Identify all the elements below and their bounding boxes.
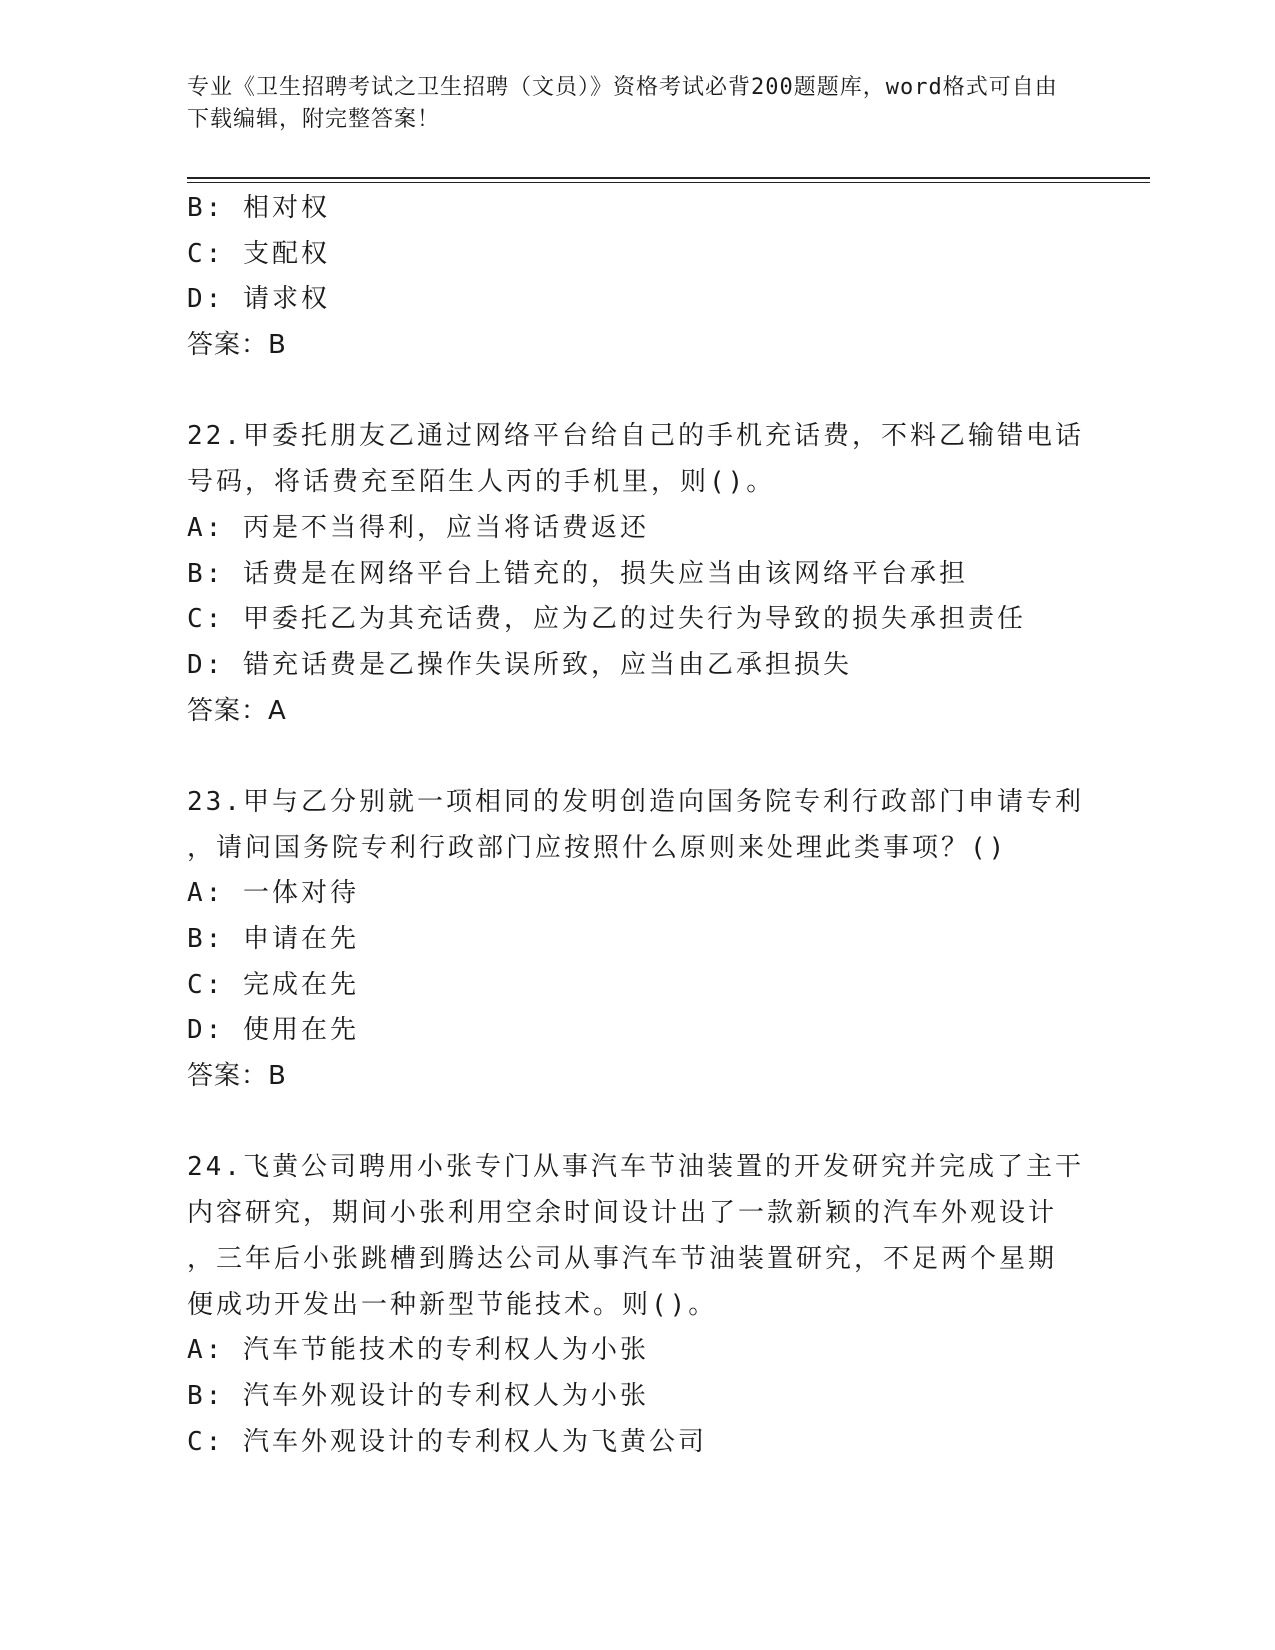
option-b: B: 话费是在网络平台上错充的，损失应当由该网络平台承担 (187, 558, 968, 589)
question-block-22 (187, 414, 1087, 734)
question-text-line: ，三年后小张跳槽到腾达公司从事汽车节油装置研究，不足两个星期 (187, 1243, 1058, 1274)
option-c: C: 支配权 (187, 238, 330, 269)
question-text-line: 23.甲与乙分别就一项相同的发明创造向国务院专利行政部门申请专利 (187, 786, 1084, 817)
question-block-23 (187, 780, 1087, 1100)
option-d: D: 错充话费是乙操作失误所致，应当由乙承担损失 (187, 649, 852, 680)
answer-line: 答案：A (187, 695, 287, 726)
option-c: C: 甲委托乙为其充话费，应为乙的过失行为导致的损失承担责任 (187, 604, 1026, 635)
question-content (187, 186, 1087, 1465)
question-block-24 (187, 1145, 1087, 1465)
header-rule-thick (187, 177, 1150, 179)
question-text-line: 内容研究，期间小张利用空余时间设计出了一款新颖的汽车外观设计 (187, 1198, 1058, 1229)
question-block-prev (187, 186, 1087, 369)
header-rule-thin (187, 182, 1150, 183)
option-a: A: 一体对待 (187, 878, 359, 909)
question-text-line: ，请问国务院专利行政部门应按照什么原则来处理此类事项？() (187, 832, 1008, 863)
document-header (187, 72, 1067, 136)
answer-line: 答案：B (187, 1061, 287, 1092)
header-title: 专业《卫生招聘考试之卫生招聘（文员）》资格考试必背200题题库，word格式可自由下载编辑，附完整答案！ (187, 75, 1058, 132)
option-c: C: 汽车外观设计的专利权人为飞黄公司 (187, 1426, 707, 1457)
answer-line: 答案：B (187, 330, 287, 361)
question-text-line: 22.甲委托朋友乙通过网络平台给自己的手机充话费，不料乙输错电话 (187, 421, 1084, 452)
option-c: C: 完成在先 (187, 969, 359, 1000)
option-a: A: 丙是不当得利，应当将话费返还 (187, 512, 649, 543)
option-b: B: 相对权 (187, 193, 330, 223)
option-d: D: 请求权 (187, 284, 330, 315)
option-b: B: 申请在先 (187, 924, 359, 954)
option-a: A: 汽车节能技术的专利权人为小张 (187, 1335, 649, 1366)
question-text-line: 号码，将话费充至陌生人丙的手机里，则()。 (187, 467, 776, 498)
question-text-line: 24.飞黄公司聘用小张专门从事汽车节油装置的开发研究并完成了主干 (187, 1152, 1084, 1183)
question-text-line: 便成功开发出一种新型节能技术。则()。 (187, 1289, 718, 1320)
option-d: D: 使用在先 (187, 1015, 359, 1046)
option-b: B: 汽车外观设计的专利权人为小张 (187, 1380, 649, 1411)
